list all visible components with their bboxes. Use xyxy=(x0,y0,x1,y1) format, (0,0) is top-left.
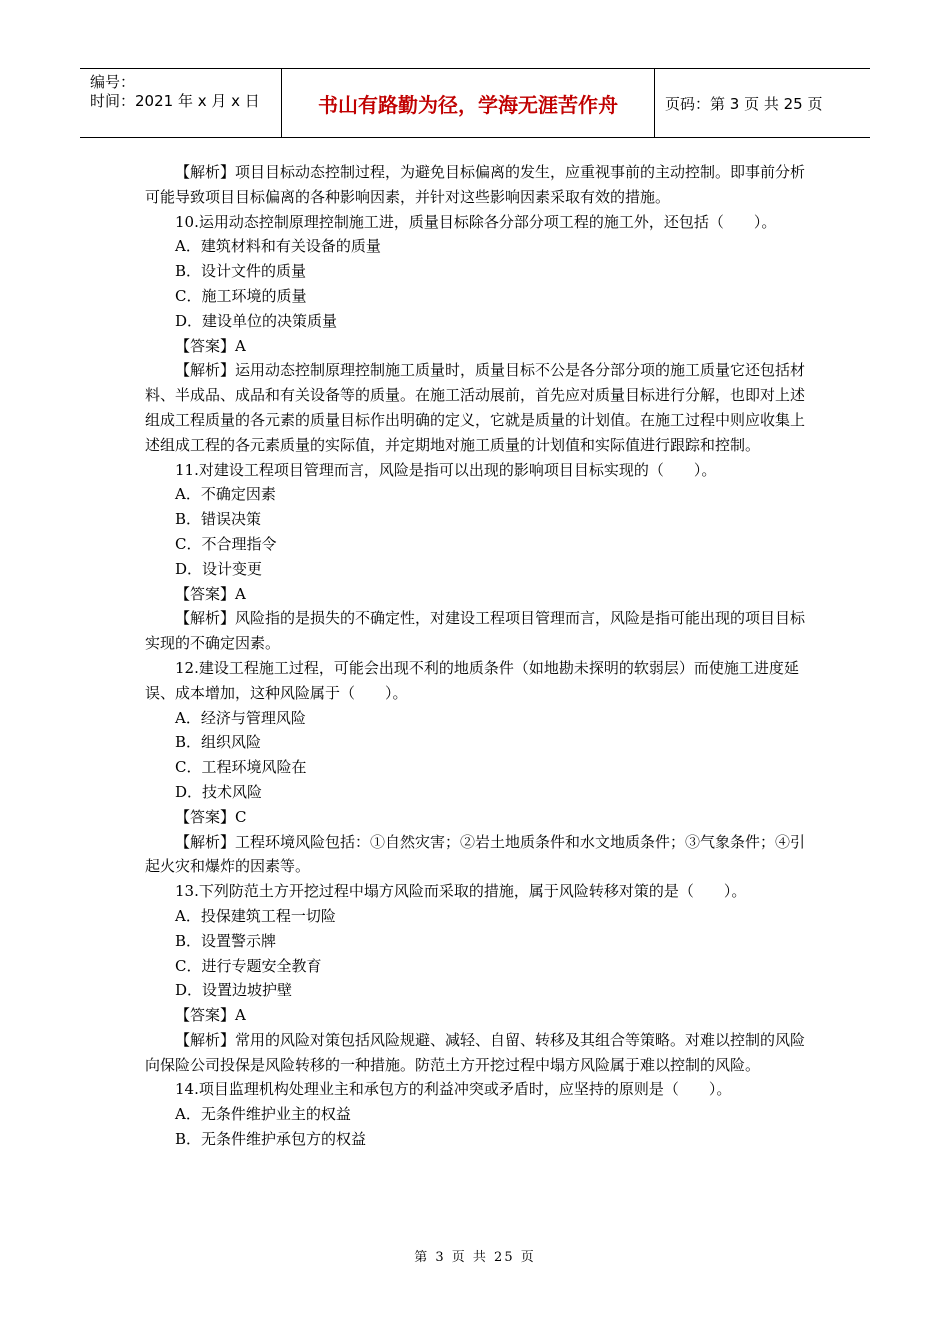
option-line: D．技术风险 xyxy=(175,782,263,801)
paragraph: 【解析】工程环境风险包括：①自然灾害；②岩土地质条件和水文地质条件；③气象条件；④引起火灾和爆炸的因素等。 xyxy=(145,832,806,876)
option-line: B．组织风险 xyxy=(175,733,262,752)
paragraph: 14.项目监理机构处理业主和承包方的利益冲突或矛盾时，应坚持的原则是（ ）。 xyxy=(175,1080,732,1099)
option-line: B．错误决策 xyxy=(175,510,262,529)
header-page-info: 页码：第 3 页 共 25 页 xyxy=(665,94,823,113)
paragraph: 12.建设工程施工过程，可能会出现不利的地质条件（如地勘未探明的软弱层）而使施工进度延误、成本增加，这种风险属于（ ）。 xyxy=(145,658,799,702)
time-label: 时间：2021 年 x 月 x 日 xyxy=(90,92,260,110)
paragraph: 10.运用动态控制原理控制施工进，质量目标除各分部分项工程的施工外，还包括（ ）。 xyxy=(175,212,777,231)
option-line: B．设计文件的质量 xyxy=(175,262,307,281)
paragraph: 【解析】运用动态控制原理控制施工质量时，质量目标不公是各分部分项的施工质量它还包括材料、半成品、成品和有关设备等的质量。在施工活动展前，首先应对质量目标进行分解，也即对上述组成工程质量的各元素的质量目标作出明确的定义，它就是质量的计划值。在施工过程中则应收集上述组成工程的各元素质量的实际值，并定期地对施工质量的计划值和实际值进行跟踪和控制。 xyxy=(145,361,806,454)
option-line: D．设置边坡护壁 xyxy=(175,981,293,1000)
option-line: C．进行专题安全教育 xyxy=(175,956,322,975)
paragraph: 【解析】常用的风险对策包括风险规避、减轻、自留、转移及其组合等策略。对难以控制的风险向保险公司投保是风险转移的一种措施。防范土方开挖过程中塌方风险属于难以控制的风险。 xyxy=(145,1030,806,1074)
paragraph: 11.对建设工程项目管理而言，风险是指可以出现的影响项目目标实现的（ ）。 xyxy=(175,460,717,479)
option-line: A．无条件维护业主的权益 xyxy=(175,1105,351,1124)
option-line: 【答案】C xyxy=(175,807,247,826)
option-line: A．投保建筑工程一切险 xyxy=(175,906,336,925)
option-line: A．不确定因素 xyxy=(175,485,276,504)
option-line: C．施工环境的质量 xyxy=(175,286,307,305)
page-footer: 第 3 页 共 25 页 xyxy=(414,1250,536,1265)
document-body xyxy=(145,160,810,1152)
page-header xyxy=(80,68,870,138)
option-line: A．建筑材料和有关设备的质量 xyxy=(175,237,381,256)
option-line: D．设计变更 xyxy=(175,559,263,578)
paragraph: 【解析】风险指的是损失的不确定性，对建设工程项目管理而言，风险是指可能出现的项目目标实现的不确定因素。 xyxy=(145,609,806,653)
number-label: 编号： xyxy=(90,73,136,91)
paragraph: 13.下列防范土方开挖过程中塌方风险而采取的措施，属于风险转移对策的是（ ）。 xyxy=(175,882,747,901)
option-line: A．经济与管理风险 xyxy=(175,708,306,727)
option-line: D．建设单位的决策质量 xyxy=(175,311,338,330)
header-info xyxy=(80,69,282,137)
option-line: 【答案】A xyxy=(175,1006,246,1025)
option-line: C．工程环境风险在 xyxy=(175,758,307,777)
option-line: B．无条件维护承包方的权益 xyxy=(175,1130,367,1149)
option-line: 【答案】A xyxy=(175,336,246,355)
option-line: B．设置警示牌 xyxy=(175,931,277,950)
option-line: 【答案】A xyxy=(175,584,246,603)
option-line: C．不合理指令 xyxy=(175,534,277,553)
paragraph: 【解析】项目目标动态控制过程，为避免目标偏离的发生，应重视事前的主动控制。即事前分析可能导致项目目标偏离的各种影响因素，并针对这些影响因素采取有效的措施。 xyxy=(145,163,806,206)
header-motto: 书山有路勤为径，学海无涯苦作舟 xyxy=(282,69,655,137)
